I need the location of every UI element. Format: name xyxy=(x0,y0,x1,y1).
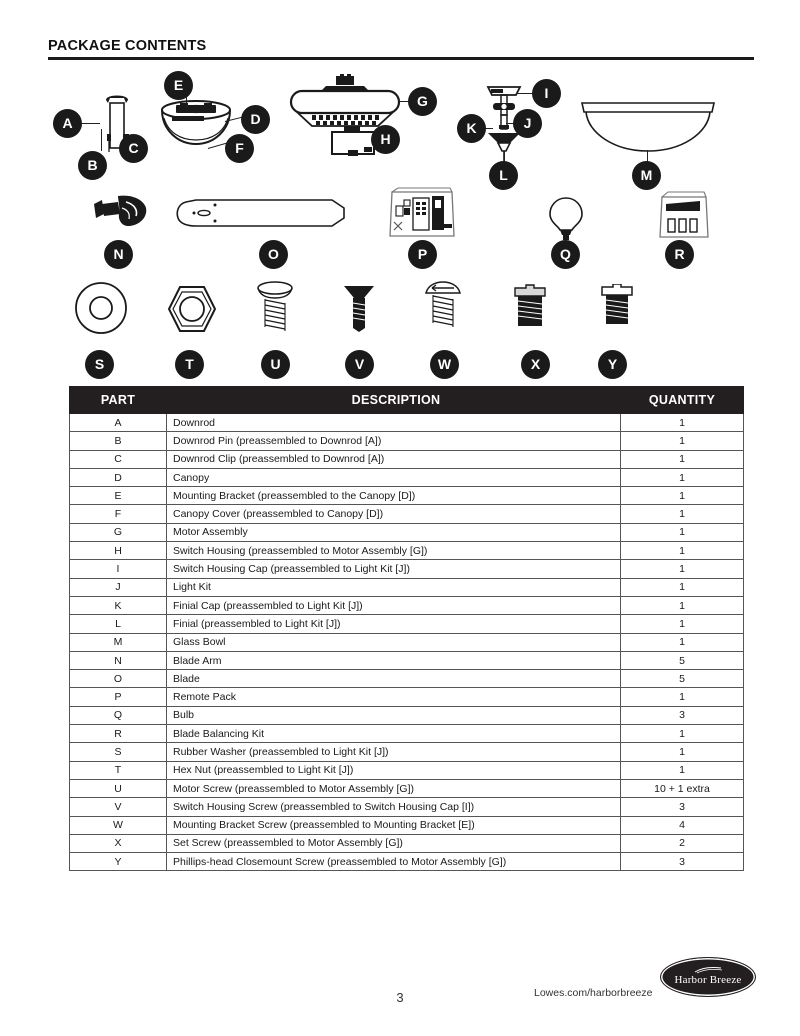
table-row xyxy=(70,468,744,486)
cell-quantity: 1 xyxy=(621,505,744,523)
cell-part: S xyxy=(70,743,167,761)
cell-part: U xyxy=(70,779,167,797)
cell-description: Motor Assembly xyxy=(167,523,621,541)
rubber-washer-illustration xyxy=(74,281,128,335)
cell-quantity: 3 xyxy=(621,706,744,724)
cell-quantity: 5 xyxy=(621,670,744,688)
cell-description: Rubber Washer (preassembled to Light Kit [J]) xyxy=(167,743,621,761)
cell-part: C xyxy=(70,450,167,468)
callout-q[interactable]: Q xyxy=(551,240,580,269)
cell-quantity: 1 xyxy=(621,414,744,432)
callout-w[interactable]: W xyxy=(430,350,459,379)
cell-quantity: 1 xyxy=(621,615,744,633)
table-row xyxy=(70,706,744,724)
table-row xyxy=(70,633,744,651)
cell-quantity: 2 xyxy=(621,834,744,852)
callout-j[interactable]: J xyxy=(513,109,542,138)
callout-s[interactable]: S xyxy=(85,350,114,379)
table-row xyxy=(70,798,744,816)
cell-quantity: 1 xyxy=(621,542,744,560)
table-row xyxy=(70,853,744,871)
cell-description: Mounting Bracket (preassembled to the Canopy [D]) xyxy=(167,487,621,505)
cell-part: V xyxy=(70,798,167,816)
switch-housing-illustration xyxy=(330,126,376,158)
cell-part: I xyxy=(70,560,167,578)
page-number: 3 xyxy=(396,990,404,1005)
cell-quantity: 1 xyxy=(621,578,744,596)
page-title: PACKAGE CONTENTS xyxy=(48,38,207,54)
callout-i[interactable]: I xyxy=(532,79,561,108)
cell-description: Canopy xyxy=(167,468,621,486)
table-row xyxy=(70,816,744,834)
cell-description: Blade Balancing Kit xyxy=(167,725,621,743)
cell-description: Switch Housing (preassembled to Motor Assembly [G]) xyxy=(167,542,621,560)
table-header-row xyxy=(70,387,744,414)
package-contents-table xyxy=(69,386,744,871)
cell-part: J xyxy=(70,578,167,596)
cell-quantity: 1 xyxy=(621,633,744,651)
cell-part: W xyxy=(70,816,167,834)
table-row xyxy=(70,432,744,450)
cell-quantity: 10 + 1 extra xyxy=(621,779,744,797)
cell-description: Set Screw (preassembled to Motor Assembly [G]) xyxy=(167,834,621,852)
callout-n[interactable]: N xyxy=(104,240,133,269)
motor-screw-illustration xyxy=(256,280,294,336)
cell-part: D xyxy=(70,468,167,486)
cell-part: Y xyxy=(70,853,167,871)
cell-quantity: 1 xyxy=(621,725,744,743)
table-body xyxy=(70,414,744,871)
callout-p[interactable]: P xyxy=(408,240,437,269)
callout-k[interactable]: K xyxy=(457,114,486,143)
callout-d[interactable]: D xyxy=(241,105,270,134)
callout-l[interactable]: L xyxy=(489,161,518,190)
callout-o[interactable]: O xyxy=(259,240,288,269)
table-row xyxy=(70,725,744,743)
blade-balancing-kit-illustration xyxy=(658,189,710,241)
cell-quantity: 5 xyxy=(621,651,744,669)
cell-part: M xyxy=(70,633,167,651)
cell-description: Hex Nut (preassembled to Light Kit [J]) xyxy=(167,761,621,779)
table-row xyxy=(70,414,744,432)
cell-part: O xyxy=(70,670,167,688)
cell-part: X xyxy=(70,834,167,852)
cell-quantity: 1 xyxy=(621,761,744,779)
cell-description: Downrod xyxy=(167,414,621,432)
callout-u[interactable]: U xyxy=(261,350,290,379)
cell-quantity: 1 xyxy=(621,743,744,761)
cell-description: Bulb xyxy=(167,706,621,724)
cell-part: H xyxy=(70,542,167,560)
table-row xyxy=(70,688,744,706)
leader-a xyxy=(82,123,100,124)
cell-description: Blade Arm xyxy=(167,651,621,669)
bulb-illustration xyxy=(548,196,584,242)
cell-quantity: 1 xyxy=(621,596,744,614)
callout-m[interactable]: M xyxy=(632,161,661,190)
callout-y[interactable]: Y xyxy=(598,350,627,379)
table-row xyxy=(70,578,744,596)
table-row xyxy=(70,596,744,614)
cell-description: Light Kit xyxy=(167,578,621,596)
cell-description: Mounting Bracket Screw (preassembled to Mounting Bracket [E]) xyxy=(167,816,621,834)
callout-v[interactable]: V xyxy=(345,350,374,379)
callout-b[interactable]: B xyxy=(78,151,107,180)
leader-b xyxy=(101,129,102,151)
cell-quantity: 3 xyxy=(621,798,744,816)
blade-arm-illustration xyxy=(92,192,150,234)
table-row xyxy=(70,487,744,505)
hex-nut-illustration xyxy=(167,285,217,333)
remote-pack-illustration xyxy=(386,186,458,242)
cell-part: A xyxy=(70,414,167,432)
page-header xyxy=(48,38,754,60)
phillips-head-closemount-screw-illustration xyxy=(600,284,634,332)
cell-description: Canopy Cover (preassembled to Canopy [D]) xyxy=(167,505,621,523)
table-row xyxy=(70,743,744,761)
callout-a[interactable]: A xyxy=(53,109,82,138)
table-row xyxy=(70,834,744,852)
cell-description: Finial Cap (preassembled to Light Kit [J]) xyxy=(167,596,621,614)
cell-part: R xyxy=(70,725,167,743)
cell-description: Switch Housing Screw (preassembled to Switch Housing Cap [I]) xyxy=(167,798,621,816)
cell-description: Phillips-head Closemount Screw (preassembled to Motor Assembly [G]) xyxy=(167,853,621,871)
cell-part: F xyxy=(70,505,167,523)
cell-part: E xyxy=(70,487,167,505)
cell-quantity: 3 xyxy=(621,853,744,871)
leader-k xyxy=(485,128,493,129)
cell-part: B xyxy=(70,432,167,450)
cell-quantity: 1 xyxy=(621,560,744,578)
switch-housing-screw-illustration xyxy=(342,282,376,334)
cell-part: Q xyxy=(70,706,167,724)
column-header-part: PART xyxy=(70,387,167,414)
cell-description: Glass Bowl xyxy=(167,633,621,651)
callout-g[interactable]: G xyxy=(408,87,437,116)
cell-description: Remote Pack xyxy=(167,688,621,706)
logo-wordmark: Harbor Breeze xyxy=(674,974,742,986)
cell-description: Switch Housing Cap (preassembled to Light Kit [J]) xyxy=(167,560,621,578)
table-row xyxy=(70,761,744,779)
cell-description: Motor Screw (preassembled to Motor Assembly [G]) xyxy=(167,779,621,797)
table-row xyxy=(70,615,744,633)
callout-t[interactable]: T xyxy=(175,350,204,379)
harbor-breeze-logo xyxy=(660,957,756,997)
callout-e[interactable]: E xyxy=(164,71,193,100)
callout-c[interactable]: C xyxy=(119,134,148,163)
table-row xyxy=(70,542,744,560)
mounting-bracket-screw-illustration xyxy=(424,280,462,334)
cell-description: Downrod Pin (preassembled to Downrod [A]) xyxy=(167,432,621,450)
cell-part: G xyxy=(70,523,167,541)
cell-description: Finial (preassembled to Light Kit [J]) xyxy=(167,615,621,633)
cell-part: P xyxy=(70,688,167,706)
header-rule xyxy=(48,57,754,60)
cell-quantity: 1 xyxy=(621,468,744,486)
cell-quantity: 1 xyxy=(621,450,744,468)
blade-illustration xyxy=(174,194,346,234)
table-row xyxy=(70,505,744,523)
callout-f[interactable]: F xyxy=(225,134,254,163)
table-row xyxy=(70,560,744,578)
swoosh-icon xyxy=(693,966,723,974)
table-row xyxy=(70,450,744,468)
cell-part: K xyxy=(70,596,167,614)
cell-quantity: 1 xyxy=(621,523,744,541)
canopy-illustration xyxy=(158,96,234,161)
table-row xyxy=(70,779,744,797)
set-screw-illustration xyxy=(512,284,548,332)
callout-h[interactable]: H xyxy=(371,125,400,154)
cell-part: N xyxy=(70,651,167,669)
cell-quantity: 1 xyxy=(621,688,744,706)
cell-quantity: 1 xyxy=(621,432,744,450)
cell-part: L xyxy=(70,615,167,633)
table-row xyxy=(70,670,744,688)
column-header-quantity: QUANTITY xyxy=(621,387,744,414)
cell-quantity: 4 xyxy=(621,816,744,834)
site-url[interactable]: Lowes.com/harborbreeze xyxy=(534,987,653,999)
column-header-description: DESCRIPTION xyxy=(167,387,621,414)
package-contents-diagram xyxy=(0,66,800,381)
table-row xyxy=(70,523,744,541)
table-row xyxy=(70,651,744,669)
callout-r[interactable]: R xyxy=(665,240,694,269)
cell-quantity: 1 xyxy=(621,487,744,505)
cell-part: T xyxy=(70,761,167,779)
cell-description: Downrod Clip (preassembled to Downrod [A]) xyxy=(167,450,621,468)
callout-x[interactable]: X xyxy=(521,350,550,379)
cell-description: Blade xyxy=(167,670,621,688)
